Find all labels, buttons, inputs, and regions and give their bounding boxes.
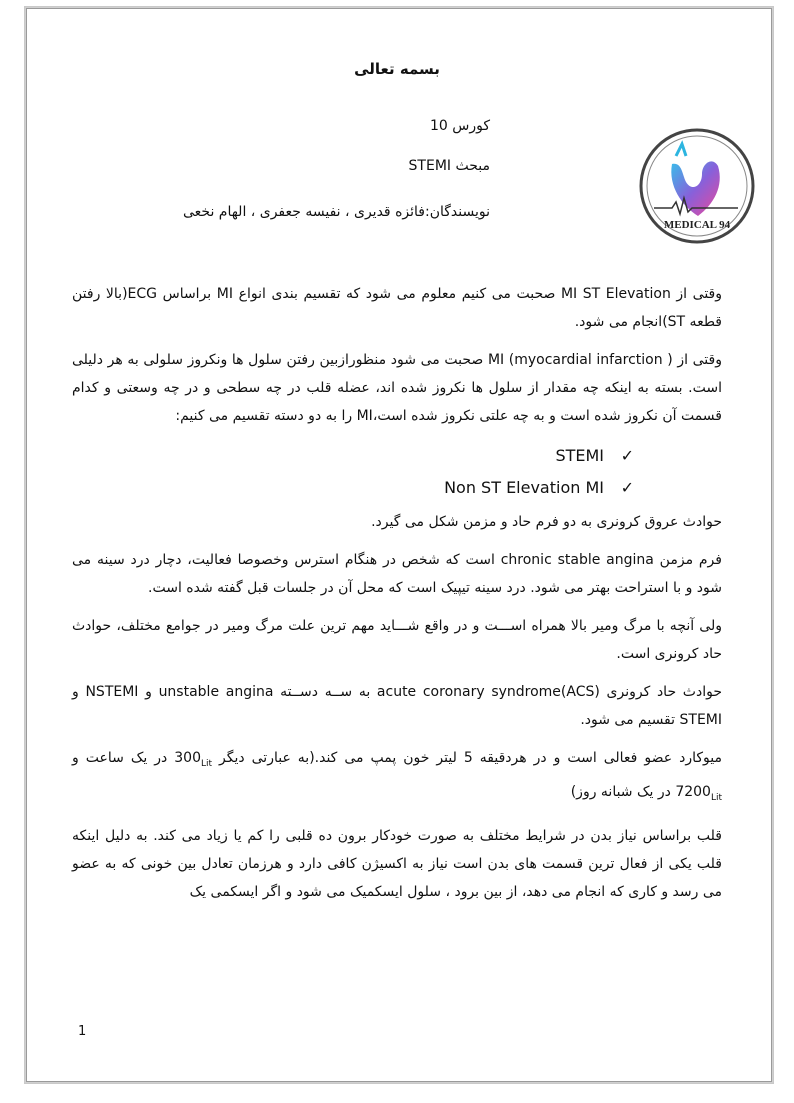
- paragraph-4: فرم مزمن chronic stable angina است که شخص در هنگام استرس وخصوصا فعالیت، دچار درد سینه می شود و با استراحت بهتر می شود. درد سینه تیپیک است که محل آن در جلسات قبل گفته شده است.: [72, 552, 722, 596]
- authors-label: نویسندگان:فائزه قدیری ، نفیسه جعفری ، الهام نخعی: [182, 204, 490, 220]
- list-item: [72, 472, 634, 504]
- unit-lit: Lit: [201, 758, 213, 769]
- page-number: 1: [78, 1024, 87, 1039]
- topic-label: مبحث STEMI: [408, 158, 490, 174]
- logo-text: MEDICAL 94: [663, 219, 731, 231]
- paragraph-7-part-a: میوکارد عضو فعالی است و در هردقیقه 5 لیتر خون پمپ می کند.(به عبارتی دیگر 300: [174, 750, 722, 766]
- paragraph-8: قلب براساس نیاز بدن در شرایط مختلف به صورت خودکار برون ده قلبی را کم یا زیاد می کند. به دلیل اینکه قلب یکی از فعال ترین قسمت های بدن است نیاز به اکسیژن کافی دارد و هرزمان تعادل بین خونی که به عضو می رسد و کاری که انجام می دهد، از بین برود ، سلول ایسکمیک می شود و اگر ایسکمی یک: [72, 827, 722, 900]
- list-item: [72, 440, 634, 472]
- paragraph-1: وقتی از MI ST Elevation صحبت می کنیم معلوم می شود که تقسیم بندی انواع MI براساس ECG(بالا رفتن قطعه ST)انجام می شود.: [72, 286, 722, 330]
- list-item-label: Non ST Elevation MI: [444, 478, 604, 497]
- paragraph-7-part-c: در یک شبانه روز): [570, 783, 676, 800]
- check-icon: ✓: [620, 446, 634, 465]
- course-label: کورس 10: [429, 118, 490, 134]
- paragraph-5: ولی آنچه با مرگ ومیر بالا همراه اســـت و در واقع شـــاید مهم ترین علت مرگ ومیر در جوامع مختلف، حوادث حاد کرونری است.: [72, 618, 722, 662]
- paragraph-7-part-b: در یک ساعت و 7200: [72, 750, 711, 800]
- medical-94-logo-icon: [632, 126, 762, 246]
- page-title: بسمه تعالی: [354, 60, 440, 78]
- document-body: [72, 280, 722, 916]
- paragraph-3: حوادث عروق کرونری به دو فرم حاد و مزمن شکل می گیرد.: [371, 514, 722, 530]
- mi-types-list: [72, 440, 722, 504]
- check-icon: ✓: [620, 478, 634, 497]
- document-page: [72, 0, 731, 1103]
- list-item-label: STEMI: [555, 446, 604, 465]
- paragraph-7: [72, 744, 722, 812]
- paragraph-6: حوادث حاد کرونری acute coronary syndrome(ACS) به ســه دســته unstable angina و NSTEMI و STEMI تقسیم می شود.: [72, 684, 722, 728]
- unit-lit: Lit: [710, 792, 722, 803]
- paragraph-2: وقتی از MI (myocardial infarction ) صحبت می شود منظورازبین رفتن سلول ها ونکروز سلولی به هر دلیلی است. بسته به اینکه چه مقدار از سلول ها نکروز شده اند، عضله قلب در چه سطحی و در چه وسعتی و کدام قسمت آن نکروز شده است و به چه علتی نکروز شده است،MI را به دو دسته تقسیم می کنیم:: [72, 352, 722, 424]
